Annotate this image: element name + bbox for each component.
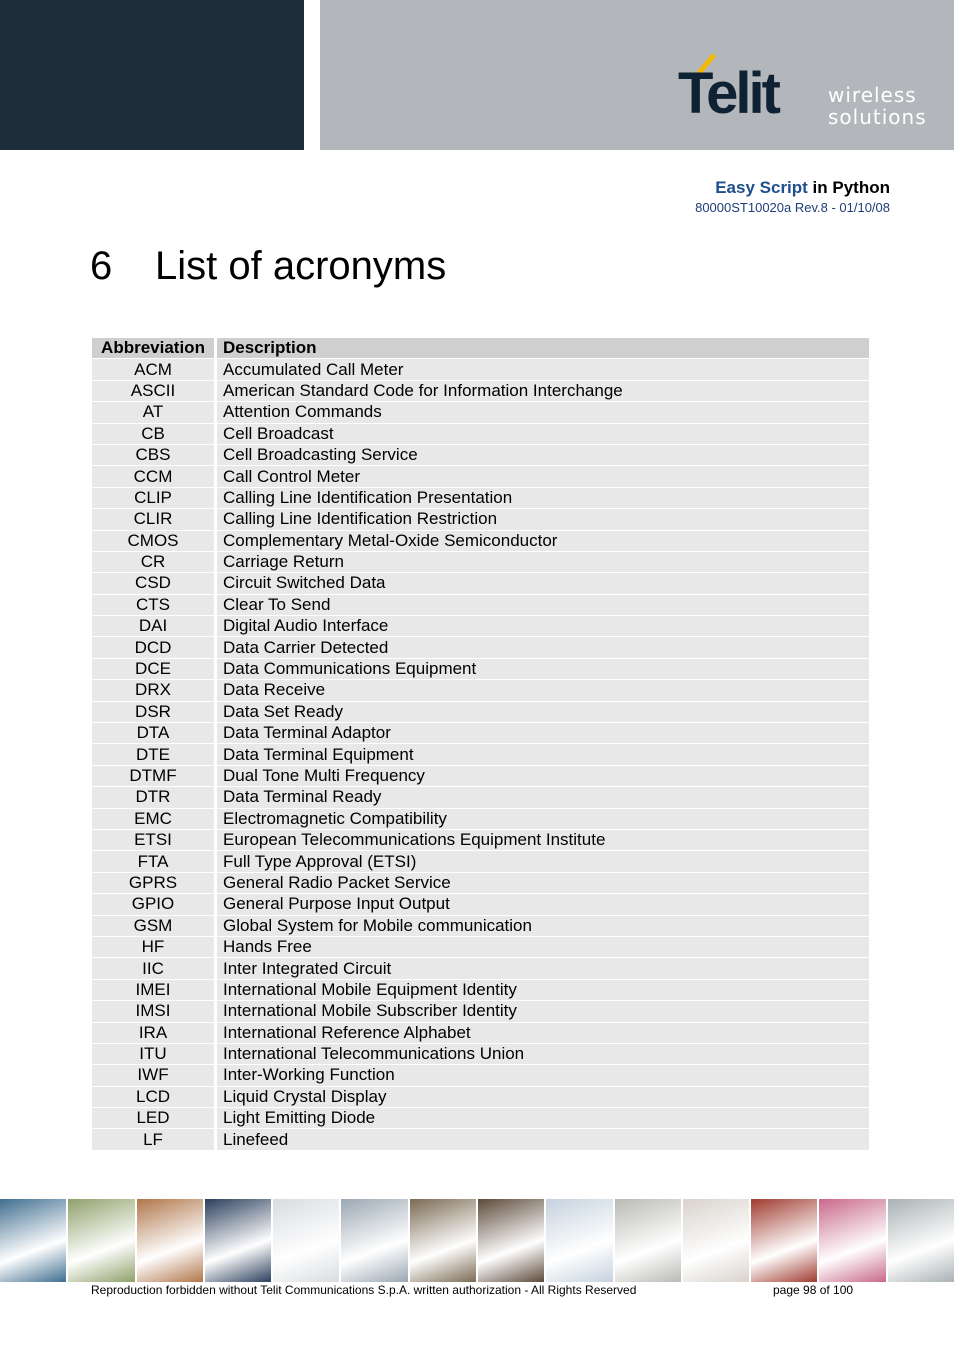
description-cell: Electromagnetic Compatibility — [217, 809, 869, 829]
table-row — [92, 1001, 869, 1021]
abbreviation-cell: LF — [92, 1129, 217, 1149]
description-cell: European Telecommunications Equipment Institute — [217, 830, 869, 850]
description-cell: Cell Broadcast — [217, 424, 869, 444]
description-cell: International Mobile Equipment Identity — [217, 980, 869, 1000]
description-cell: Circuit Switched Data — [217, 573, 869, 593]
description-cell: Inter Integrated Circuit — [217, 958, 869, 978]
table-row — [92, 466, 869, 486]
column-header-description: Description — [217, 338, 869, 358]
photo-tile — [0, 1199, 66, 1282]
abbreviation-cell: ITU — [92, 1044, 217, 1064]
description-cell: International Telecommunications Union — [217, 1044, 869, 1064]
abbreviation-cell: CBS — [92, 445, 217, 465]
table-row — [92, 1044, 869, 1064]
abbreviation-cell: CMOS — [92, 531, 217, 551]
table-row — [92, 787, 869, 807]
table-row — [92, 1065, 869, 1085]
table-row — [92, 958, 869, 978]
table-row — [92, 1108, 869, 1128]
description-cell: Attention Commands — [217, 402, 869, 422]
description-cell: Data Terminal Adaptor — [217, 723, 869, 743]
description-cell: Linefeed — [217, 1129, 869, 1149]
abbreviation-cell: IRA — [92, 1023, 217, 1043]
description-cell: Digital Audio Interface — [217, 616, 869, 636]
abbreviation-cell: LCD — [92, 1087, 217, 1107]
logo-tagline — [828, 84, 927, 128]
table-row — [92, 637, 869, 657]
description-cell: Hands Free — [217, 937, 869, 957]
abbreviation-cell: GPRS — [92, 873, 217, 893]
abbreviation-cell: AT — [92, 402, 217, 422]
abbreviation-cell: CLIP — [92, 488, 217, 508]
table-row — [92, 809, 869, 829]
table-row — [92, 659, 869, 679]
abbreviation-cell: CR — [92, 552, 217, 572]
table-row — [92, 894, 869, 914]
table-row — [92, 1087, 869, 1107]
abbreviation-cell: EMC — [92, 809, 217, 829]
abbreviation-cell: CCM — [92, 466, 217, 486]
table-row — [92, 595, 869, 615]
description-cell: Calling Line Identification Presentation — [217, 488, 869, 508]
abbreviation-cell: IMSI — [92, 1001, 217, 1021]
description-cell: Cell Broadcasting Service — [217, 445, 869, 465]
description-cell: Data Terminal Ready — [217, 787, 869, 807]
table-row — [92, 531, 869, 551]
description-cell: American Standard Code for Information Interchange — [217, 381, 869, 401]
photo-tile — [205, 1199, 271, 1282]
description-cell: Data Communications Equipment — [217, 659, 869, 679]
description-cell: Data Receive — [217, 680, 869, 700]
section-title: List of acronyms — [155, 244, 447, 288]
table-row — [92, 552, 869, 572]
description-cell: Complementary Metal-Oxide Semiconductor — [217, 531, 869, 551]
abbreviation-cell: DTMF — [92, 766, 217, 786]
table-row — [92, 851, 869, 871]
table-row — [92, 1023, 869, 1043]
abbreviation-cell: LED — [92, 1108, 217, 1128]
table-row — [92, 488, 869, 508]
table-header-row — [92, 338, 869, 358]
column-header-abbreviation: Abbreviation — [92, 338, 217, 358]
table-row — [92, 723, 869, 743]
table-row — [92, 445, 869, 465]
section-number: 6 — [90, 244, 113, 288]
table-row — [92, 381, 869, 401]
table-row — [92, 424, 869, 444]
abbreviation-cell: ETSI — [92, 830, 217, 850]
abbreviation-cell: CTS — [92, 595, 217, 615]
table-row — [92, 937, 869, 957]
description-cell: Inter-Working Function — [217, 1065, 869, 1085]
description-cell: International Reference Alphabet — [217, 1023, 869, 1043]
description-cell: Data Carrier Detected — [217, 637, 869, 657]
logo-tagline-line1: wireless — [828, 83, 917, 107]
abbreviation-cell: CSD — [92, 573, 217, 593]
photo-tile — [819, 1199, 885, 1282]
photo-tile — [68, 1199, 134, 1282]
description-cell: Calling Line Identification Restriction — [217, 509, 869, 529]
page-number: page 98 of 100 — [773, 1283, 854, 1297]
copyright-notice: Reproduction forbidden without Telit Communications S.p.A. written authorization - All Rights Reserved — [91, 1283, 637, 1297]
description-cell: Liquid Crystal Display — [217, 1087, 869, 1107]
description-cell: Data Terminal Equipment — [217, 744, 869, 764]
description-cell: Full Type Approval (ETSI) — [217, 851, 869, 871]
table-row — [92, 680, 869, 700]
abbreviation-cell: DTR — [92, 787, 217, 807]
photo-tile — [273, 1199, 339, 1282]
abbreviation-cell: DRX — [92, 680, 217, 700]
photo-tile — [751, 1199, 817, 1282]
table-row — [92, 702, 869, 722]
photo-tile — [410, 1199, 476, 1282]
abbreviation-cell: DCE — [92, 659, 217, 679]
logo-tagline-line2: solutions — [828, 105, 927, 129]
table-row — [92, 980, 869, 1000]
document-title — [715, 178, 890, 198]
description-cell: Call Control Meter — [217, 466, 869, 486]
footer-photo-strip — [0, 1199, 954, 1282]
acronym-table — [92, 337, 869, 1151]
abbreviation-cell: ACM — [92, 359, 217, 379]
document-code: 80000ST10020a Rev.8 - 01/10/08 — [695, 200, 890, 215]
table-row — [92, 359, 869, 379]
abbreviation-cell: DTE — [92, 744, 217, 764]
table-row — [92, 916, 869, 936]
abbreviation-cell: GPIO — [92, 894, 217, 914]
table-row — [92, 766, 869, 786]
abbreviation-cell: FTA — [92, 851, 217, 871]
table-row — [92, 509, 869, 529]
table-row — [92, 573, 869, 593]
logo-wordmark: Telit — [678, 61, 778, 126]
description-cell: International Mobile Subscriber Identity — [217, 1001, 869, 1021]
description-cell: General Radio Packet Service — [217, 873, 869, 893]
telit-logo — [676, 50, 936, 132]
table-row — [92, 1129, 869, 1149]
document-title-suffix: in Python — [807, 178, 890, 197]
table-row — [92, 744, 869, 764]
description-cell: Carriage Return — [217, 552, 869, 572]
abbreviation-cell: IMEI — [92, 980, 217, 1000]
description-cell: Data Set Ready — [217, 702, 869, 722]
description-cell: Dual Tone Multi Frequency — [217, 766, 869, 786]
photo-tile — [137, 1199, 203, 1282]
abbreviation-cell: IIC — [92, 958, 217, 978]
description-cell: Clear To Send — [217, 595, 869, 615]
abbreviation-cell: DAI — [92, 616, 217, 636]
table-row — [92, 616, 869, 636]
header-dark-block — [0, 0, 304, 150]
description-cell: General Purpose Input Output — [217, 894, 869, 914]
abbreviation-cell: GSM — [92, 916, 217, 936]
photo-tile — [341, 1199, 407, 1282]
abbreviation-cell: DCD — [92, 637, 217, 657]
abbreviation-cell: DSR — [92, 702, 217, 722]
abbreviation-cell: CLIR — [92, 509, 217, 529]
table-row — [92, 402, 869, 422]
photo-tile — [615, 1199, 681, 1282]
photo-tile — [683, 1199, 749, 1282]
abbreviation-cell: ASCII — [92, 381, 217, 401]
table-body — [92, 359, 869, 1149]
abbreviation-cell: HF — [92, 937, 217, 957]
description-cell: Light Emitting Diode — [217, 1108, 869, 1128]
abbreviation-cell: DTA — [92, 723, 217, 743]
abbreviation-cell: IWF — [92, 1065, 217, 1085]
photo-tile — [478, 1199, 544, 1282]
photo-tile — [888, 1199, 954, 1282]
section-heading — [90, 244, 446, 289]
description-cell: Global System for Mobile communication — [217, 916, 869, 936]
table-row — [92, 873, 869, 893]
abbreviation-cell: CB — [92, 424, 217, 444]
photo-tile — [546, 1199, 612, 1282]
table-row — [92, 830, 869, 850]
document-title-product: Easy Script — [715, 178, 808, 197]
description-cell: Accumulated Call Meter — [217, 359, 869, 379]
